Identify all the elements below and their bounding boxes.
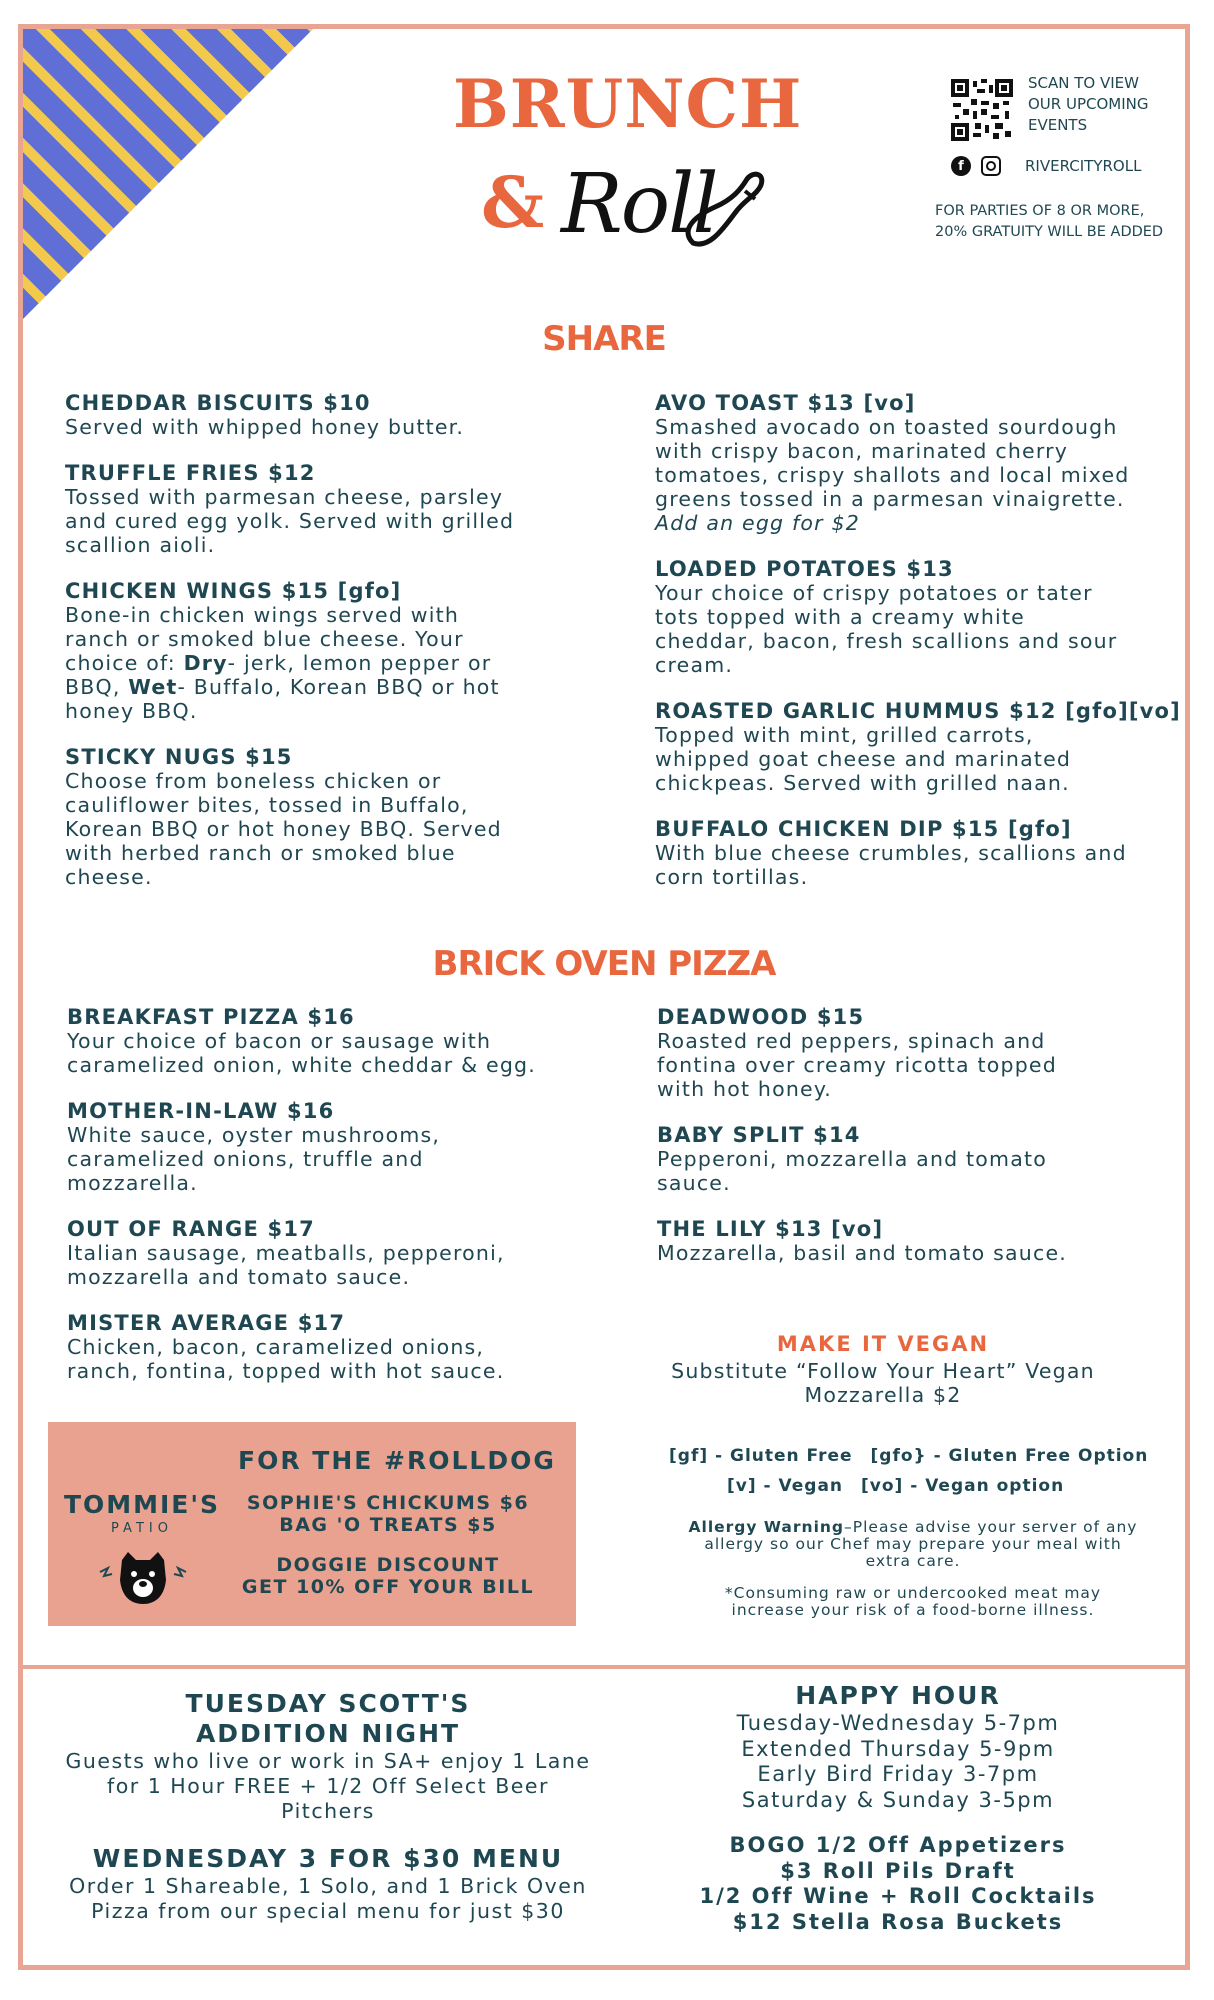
item-desc-line: White sauce, oyster mushrooms, <box>67 1123 441 1147</box>
item-title: STICKY NUGS $15 <box>65 745 293 769</box>
item-desc-line: Pepperoni, mozzarella and tomato <box>657 1147 1047 1171</box>
gratuity-notice <box>935 201 1190 243</box>
item-title: CHEDDAR BISCUITS $10 <box>65 391 371 415</box>
social-links <box>951 156 1141 176</box>
menu-item <box>67 1217 607 1289</box>
section-divider <box>23 1665 1185 1669</box>
dry-text: - jerk, lemon pepper or <box>227 651 492 675</box>
item-title: BUFFALO CHICKEN DIP $15 [gfo] <box>655 817 1072 841</box>
tommies-patio-logo <box>62 1490 222 1536</box>
item-title: CHICKEN WINGS $15 [gfo] <box>65 579 402 603</box>
item-desc-line: ranch or smoked blue cheese. Your <box>65 627 464 651</box>
scan-line: SCAN TO VIEW <box>1028 74 1139 92</box>
tuesday-title: ADDITION NIGHT <box>195 1719 461 1748</box>
share-left-column <box>65 391 605 911</box>
add-egg-note: Add an egg for $2 <box>655 511 860 535</box>
menu-item <box>67 1311 607 1383</box>
vegan-line: Mozzarella $2 <box>804 1383 962 1407</box>
item-desc-line: tomatoes, crispy shallots and local mixed <box>655 463 1130 487</box>
wednesday-desc-line: Order 1 Shareable, 1 Solo, and 1 Brick Oven <box>69 1874 587 1898</box>
tuesday-desc-line: for 1 Hour FREE + 1/2 Off Select Beer <box>107 1774 549 1798</box>
dry-prefix: choice of: <box>65 651 184 675</box>
item-desc-line <box>65 675 605 699</box>
legend-gf: [gf] - Gluten Free <box>669 1446 853 1466</box>
item-title: DEADWOOD $15 <box>657 1005 865 1029</box>
wednesday-desc-line: Pizza from our special menu for just $30 <box>91 1899 565 1923</box>
facebook-icon[interactable]: f <box>951 156 971 176</box>
item-desc-line: scallion aioli. <box>65 533 216 557</box>
tuesday-title: TUESDAY SCOTT'S <box>185 1689 471 1718</box>
wet-text: - Buffalo, Korean BBQ or hot <box>177 675 500 699</box>
item-title: ROASTED GARLIC HUMMUS $12 [gfo][vo] <box>655 699 1181 723</box>
tuesday-desc-line: Pitchers <box>281 1799 375 1823</box>
raw-line: *Consuming raw or undercooked meat may <box>724 1584 1102 1602</box>
gratuity-line: FOR PARTIES OF 8 OR MORE, <box>935 203 1145 219</box>
allergy-label: Allergy Warning <box>688 1518 845 1536</box>
item-desc-line: With blue cheese crumbles, scallions and <box>655 841 1127 865</box>
item-desc-line: tots topped with a creamy white <box>655 605 1025 629</box>
scan-line: EVENTS <box>1028 116 1088 134</box>
dry-label: Dry <box>183 651 228 675</box>
item-desc-line: Smashed avocado on toasted sourdough <box>655 415 1118 439</box>
item-desc-line: sauce. <box>657 1171 731 1195</box>
raw-line: increase your risk of a food-borne illness. <box>731 1601 1095 1619</box>
weekly-specials <box>48 1689 608 1924</box>
happy-hour-time: Extended Thursday 5-9pm <box>741 1736 1055 1761</box>
happy-hour-title: HAPPY HOUR <box>795 1681 1001 1710</box>
item-desc-line: ranch, fontina, topped with hot sauce. <box>67 1359 505 1383</box>
item-title: MOTHER-IN-LAW $16 <box>67 1099 335 1123</box>
rolldog-offer-line: SOPHIE'S CHICKUMS $6 <box>246 1492 530 1514</box>
happy-hour-deal: BOGO 1/2 Off Appetizers <box>729 1833 1067 1857</box>
menu-item <box>655 557 1185 677</box>
rolldog-offer-line: GET 10% OFF YOUR BILL <box>241 1576 535 1598</box>
wet-label: Wet <box>128 675 178 699</box>
menu-item <box>655 817 1185 889</box>
raw-meat-notice <box>663 1585 1163 1619</box>
item-desc-line: Korean BBQ or hot honey BBQ. Served <box>65 817 502 841</box>
menu-item <box>65 391 605 439</box>
make-it-vegan-title: MAKE IT VEGAN <box>776 1332 990 1356</box>
item-desc-line: Served with whipped honey butter. <box>65 415 465 439</box>
share-right-column <box>655 391 1185 911</box>
menu-item <box>657 1217 1177 1265</box>
dietary-legend <box>663 1441 1183 1501</box>
menu-frame <box>18 24 1190 1970</box>
item-desc-line: Italian sausage, meatballs, pepperoni, <box>67 1241 505 1265</box>
rolldog-box <box>48 1422 576 1626</box>
item-title: OUT OF RANGE $17 <box>67 1217 315 1241</box>
pizza-section-title: BRICK OVEN PIZZA <box>432 944 776 984</box>
tuesday-desc-line: Guests who live or work in SA+ enjoy 1 Lane <box>65 1749 591 1773</box>
item-desc-line: Your choice of crispy potatoes or tater <box>655 581 1093 605</box>
item-desc-line: mozzarella. <box>67 1171 198 1195</box>
item-desc-line: cauliflower bites, tossed in Buffalo, <box>65 793 469 817</box>
logo-brunch: BRUNCH <box>453 65 803 143</box>
tommies-patio: PATIO <box>111 1521 173 1536</box>
item-desc-line <box>65 651 605 675</box>
item-desc-line: Bone-in chicken wings served with <box>65 603 460 627</box>
menu-item <box>657 1123 1177 1195</box>
rolldog-offers <box>238 1492 538 1598</box>
item-desc-line: honey BBQ. <box>65 699 198 723</box>
item-desc-line: whipped goat cheese and marinated <box>655 747 1072 771</box>
item-desc-line <box>655 511 1185 535</box>
dog-icon <box>98 1550 188 1606</box>
scan-line: OUR UPCOMING <box>1028 95 1149 113</box>
corner-stripes <box>23 29 313 319</box>
allergy-line <box>663 1519 1163 1536</box>
rolldog-title: FOR THE #ROLLDOG <box>238 1446 556 1475</box>
item-desc-line: greens tossed in a parmesan vinaigrette. <box>655 487 1125 511</box>
menu-item <box>67 1099 607 1195</box>
social-handle: RIVERCITYROLL <box>1025 157 1142 175</box>
menu-item <box>65 579 605 723</box>
item-desc-line: with hot honey. <box>657 1077 832 1101</box>
allergy-line: allergy so our Chef may prepare your meal with <box>704 1535 1122 1553</box>
happy-hour-deal: 1/2 Off Wine + Roll Cocktails <box>699 1884 1097 1908</box>
item-desc-line: Choose from boneless chicken or <box>65 769 442 793</box>
item-title: THE LILY $13 [vo] <box>657 1217 884 1241</box>
item-desc-line: corn tortillas. <box>655 865 809 889</box>
item-title: TRUFFLE FRIES $12 <box>65 461 316 485</box>
item-desc-line: fontina over creamy ricotta topped <box>657 1053 1057 1077</box>
logo-ampersand: & <box>481 161 545 244</box>
brand-logo <box>453 65 803 295</box>
item-desc-line: with crispy bacon, marinated cherry <box>655 439 1069 463</box>
happy-hour-deal: $12 Stella Rosa Buckets <box>732 1909 1064 1934</box>
menu-item <box>655 391 1185 535</box>
item-desc-line: Tossed with parmesan cheese, parsley <box>65 485 504 509</box>
item-desc-line: and cured egg yolk. Served with grilled <box>65 509 515 533</box>
legend-row <box>727 1471 1183 1501</box>
legend-vo: [vo] - Vegan option <box>861 1476 1065 1496</box>
happy-hour-time: Saturday & Sunday 3-5pm <box>741 1787 1055 1812</box>
item-title: LOADED POTATOES $13 <box>655 557 954 581</box>
item-desc-line: Your choice of bacon or sausage with <box>67 1029 492 1053</box>
menu-item <box>655 699 1185 795</box>
happy-hour-time: Early Bird Friday 3-7pm <box>757 1762 1039 1786</box>
menu-item <box>65 461 605 557</box>
make-it-vegan-desc <box>643 1359 1123 1407</box>
item-desc-line: Chicken, bacon, caramelized onions, <box>67 1335 485 1359</box>
rolldog-offer-line: DOGGIE DISCOUNT <box>276 1554 500 1576</box>
item-desc-line: cream. <box>655 653 734 677</box>
legend-row <box>669 1441 1183 1471</box>
pizza-left-column <box>67 1005 607 1405</box>
instagram-icon[interactable] <box>981 156 1001 176</box>
bowling-pin-icon <box>675 165 775 255</box>
item-desc-line: chickpeas. Served with grilled naan. <box>655 771 1070 795</box>
item-title: MISTER AVERAGE $17 <box>67 1311 346 1335</box>
item-desc-line: Topped with mint, grilled carrots, <box>655 723 1034 747</box>
happy-hour-time: Tuesday-Wednesday 5-7pm <box>736 1711 1060 1735</box>
rolldog-offer-line: BAG 'O TREATS $5 <box>279 1514 497 1536</box>
item-title: BREAKFAST PIZZA $16 <box>67 1005 355 1029</box>
item-desc-line: caramelized onions, truffle and <box>67 1147 424 1171</box>
item-desc-line: Roasted red peppers, spinach and <box>657 1029 1046 1053</box>
menu-item <box>67 1005 607 1077</box>
item-desc-line: with herbed ranch or smoked blue <box>65 841 456 865</box>
scan-instructions <box>1028 73 1188 136</box>
menu-item <box>657 1005 1177 1101</box>
wet-prefix: BBQ, <box>65 675 129 699</box>
tommies-name: TOMMIE'S <box>63 1490 221 1519</box>
item-desc-line: caramelized onion, white cheddar & egg. <box>67 1053 536 1077</box>
allergy-text: –Please advise your server of any <box>844 1518 1138 1536</box>
legend-v: [v] - Vegan <box>727 1476 844 1496</box>
qr-code-icon[interactable] <box>951 79 1013 141</box>
item-desc-line: cheese. <box>65 865 153 889</box>
item-title: AVO TOAST $13 [vo] <box>655 391 916 415</box>
item-desc-line: mozzarella and tomato sauce. <box>67 1265 411 1289</box>
legend-gfo: [gfo} - Gluten Free Option <box>870 1446 1149 1466</box>
menu-item <box>65 745 605 889</box>
item-desc-line: Mozzarella, basil and tomato sauce. <box>657 1241 1067 1265</box>
allergy-line: extra care. <box>865 1552 961 1570</box>
happy-hour <box>628 1681 1168 1935</box>
logo-roll: Roll <box>561 157 717 252</box>
item-desc-line: cheddar, bacon, fresh scallions and sour <box>655 629 1118 653</box>
item-title: BABY SPLIT $14 <box>657 1123 861 1147</box>
allergy-warning <box>663 1519 1163 1570</box>
pizza-right-column <box>657 1005 1177 1287</box>
happy-hour-deal: $3 Roll Pils Draft <box>780 1858 1016 1883</box>
gratuity-line: 20% GRATUITY WILL BE ADDED <box>935 224 1164 240</box>
vegan-line: Substitute “Follow Your Heart” Vegan <box>671 1359 1095 1383</box>
wednesday-title: WEDNESDAY 3 FOR $30 MENU <box>92 1844 564 1873</box>
share-section-title: SHARE <box>542 319 666 359</box>
